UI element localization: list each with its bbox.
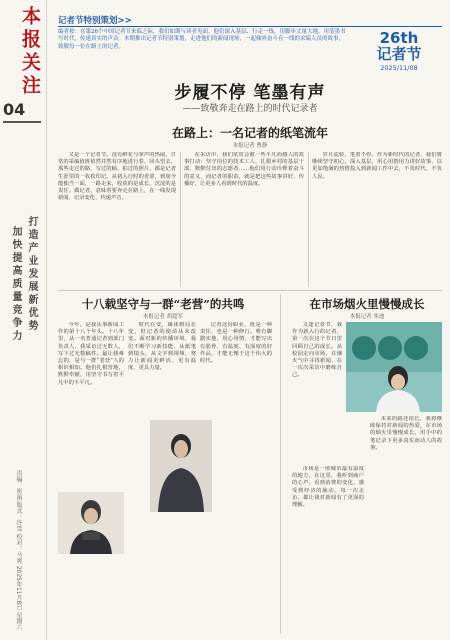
main-headline: 步履不停 笔墨有声 [174,83,326,103]
badge-date: 2025/11/08 [380,64,418,72]
story3-col2: 市场是一座城市最有温度的地方。在这里，我听到商户的心声，看到消费的变化，感受到经济的脉动。每一次走访，都让我对新闻有了更深的理解。 [292,466,364,509]
main-subheadline: ——致敬奔走在路上的时代记录者 [182,104,318,114]
story1-col1: 又是一个记者节。没有鲜花与掌声的热闹，日常的采编值班依然井然有序地进行着。回头望去，那些走过的路、写过的稿、拍过的照片，都是记者生涯里的一枚枚印记。从初入行时的青涩，到如今能独当一面，一路走来，收获的是成长，沉淀的是责任。做记者，意味着要奔走在路上，在一线发现新闻、记录变化、传递声音。 [58,152,176,202]
column-rule [180,152,181,287]
left-sidebar [0,0,47,640]
story-divider [280,294,281,634]
column-rule [308,152,309,287]
story1-title: 在路上：一名记者的纸笔流年 [171,126,328,140]
story2-col2: 时代在变，媒体格局在变，但记者的使命从未改变。面对新的传播环境，我们不断学习新技能，从纸笔到镜头，从文字到视频，努力让新闻更鲜活、更有温度、更具力量。 [128,322,196,372]
news-set-photo-icon [346,322,442,412]
slogan-right: 打造产业发展新优势 [26,216,37,333]
story3-col1: 又逢记者节，我作为新入行的记者，第一次在这个节日里回顾自己的成长。从校园走向市场，在烟火气中寻找新闻，在一次次采访中磨练自己。 [292,322,342,379]
editor-note: 编者按：在第26个中国记者节来临之际，我们如期与读者见面。他们深入基层、行走一线，用脚步丈量大地，用笔墨书写时代，传递真实的声音。本期推出记者节特别策划，走进他们的新闻现场，一起倾听奋斗在一线的采编人员的故事，致敬每一位在路上的记者。 [58,29,346,50]
page-number: 04 [3,100,26,119]
story3-byline: 本报记者 朱迪 [349,314,385,320]
header-rule [58,26,442,27]
slogan-left: 加快提高质量竞争力 [10,226,21,343]
portrait-photo-icon [58,492,124,554]
story3-col3: 未来的路还很长，我将继续保持对新闻的热爱，在市场的烟火里慢慢成长，用手中的笔记录下更多真实而动人的故事。 [370,416,442,451]
story1-col2: 在采访中，我们常常会被一些平凡而感人的故事打动：坚守岗位的技术工人、扎根乡村的基层干部、默默付出的志愿者……他们用行动诠释着奋斗的意义，而记者的职责，就是把这些故事讲好、传播好，让更多人看到时代的温度。 [184,152,304,187]
journalist-day-badge [356,30,442,76]
section-divider [58,290,442,291]
story2-byline: 本报记者 胡超军 [142,314,184,320]
page-number-rule [3,121,41,123]
story2-col1: 今年，是我从事新闻工作的第十八个年头。十八年里，从一名普通记者到部门负责人，我采访过无数人，写下过无数稿件。最让我难忘的，是与一群“老营”人的相识相知。他们扎根营地，默默奉献，用坚守书写着平凡中的不平凡。 [58,322,124,386]
story2-col3: 记者这份职业，既是一种责任，也是一种修行。唯有脚踏实地、用心用情，才能写出有筋骨、有温度、有深度的好作品，才能无愧于这个伟大的时代。 [200,322,272,365]
badge-title-top: 26th [379,29,419,47]
section-label: 记者节特别策划>> [58,16,132,26]
page-credits: 责编：崔丽 版式：许雪 校对：马爽 2025年11月8日 星期六 [15,470,22,631]
story3-photo [346,322,442,412]
column-title: 本报关注 [19,6,41,98]
badge-title-bottom: 记者节 [376,45,422,63]
story3-title: 在市场烟火里慢慢成长 [309,297,425,311]
story1-byline: 本报记者 曹静 [232,143,268,149]
story1-col3: 岁月流转，笔墨不停。作为新时代的记者，我们将继续坚守初心，深入基层，用心用情用力讲好故事，以更加饱满的热情投入到新闻工作中去，不负时代，不负人民。 [312,152,442,180]
story2-photo [58,492,124,554]
story2-title: 十八载坚守与一群“老营”的共鸣 [81,297,245,311]
